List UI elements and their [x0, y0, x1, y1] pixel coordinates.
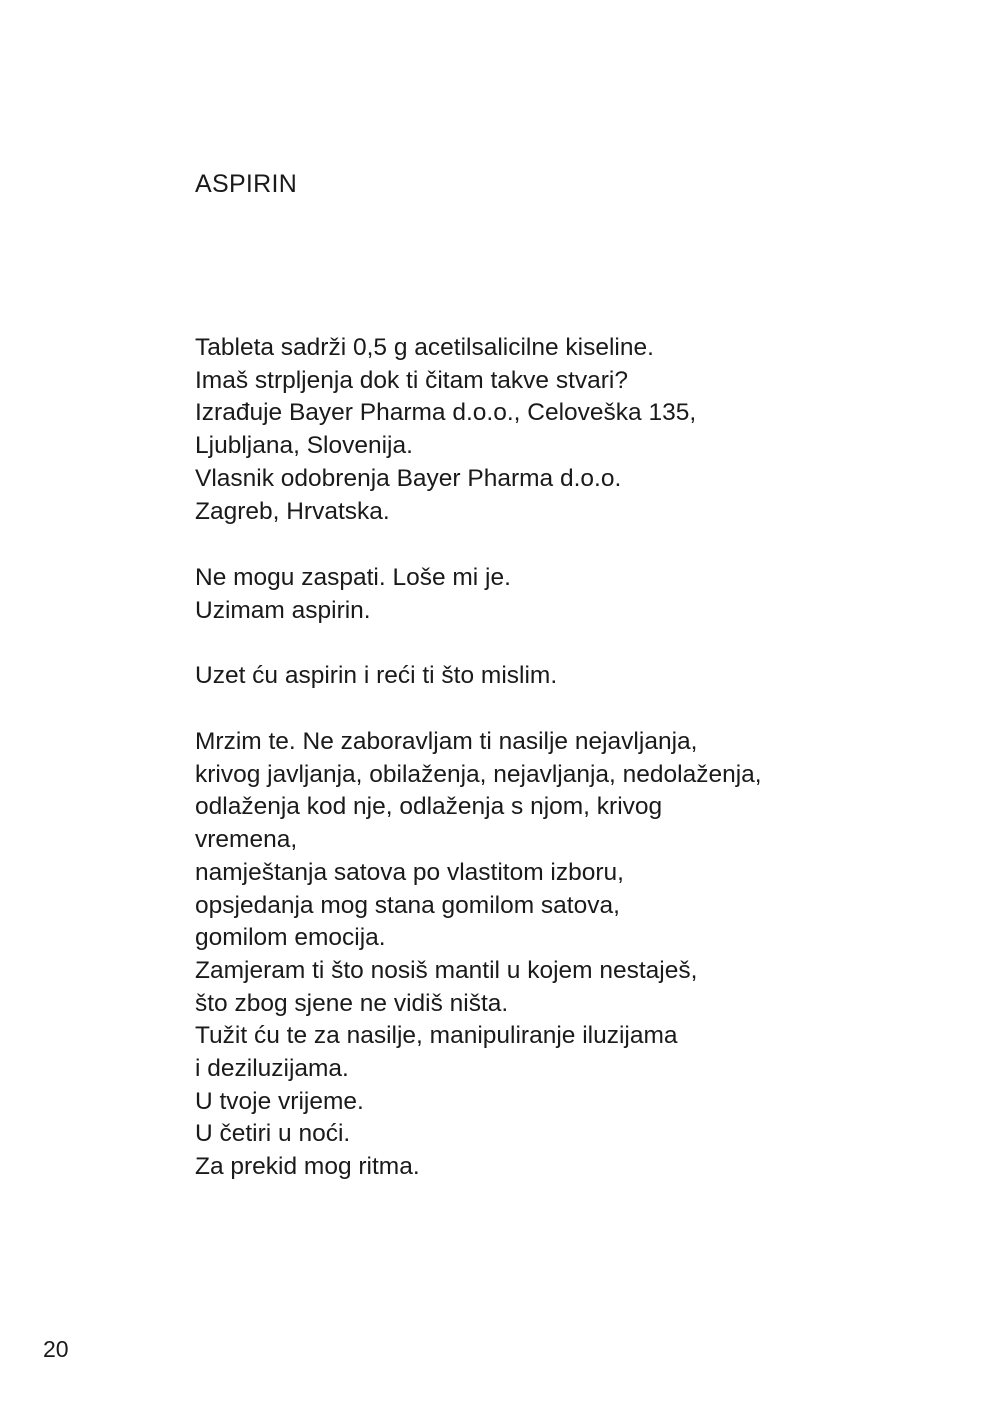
- poem-line: i deziluzijama.: [195, 1055, 349, 1083]
- poem-line: U tvoje vrijeme.: [195, 1087, 364, 1115]
- poem-line: što zbog sjene ne vidiš ništa.: [195, 989, 509, 1017]
- poem-line: odlaženja kod nje, odlaženja s njom, krivog: [195, 793, 663, 821]
- poem-line: Imaš strpljenja dok ti čitam takve stvari?: [195, 366, 628, 394]
- poem-line: Uzimam aspirin.: [195, 596, 371, 624]
- poem-line: Zamjeram ti što nosiš mantil u kojem nestaješ,: [195, 956, 698, 984]
- poem-line: Uzet ću aspirin i reći ti što mislim.: [195, 662, 558, 689]
- poem-title: ASPIRIN: [195, 170, 298, 198]
- page-number: 20: [43, 1336, 69, 1362]
- poem-line: krivog javljanja, obilaženja, nejavljanja, nedolaženja,: [195, 760, 762, 788]
- poem-line: Mrzim te. Ne zaboravljam ti nasilje nejavljanja,: [195, 728, 698, 755]
- poem-line: Vlasnik odobrenja Bayer Pharma d.o.o.: [195, 464, 622, 492]
- poem-line: Za prekid mog ritma.: [195, 1153, 420, 1181]
- poem-line: namještanja satova po vlastitom izboru,: [195, 858, 624, 886]
- stanza-4: [195, 726, 895, 1184]
- poem-line: vremena,: [195, 826, 298, 854]
- stanza-3: [195, 660, 895, 693]
- poem-line: gomilom emocija.: [195, 924, 386, 952]
- poem-line: Tableta sadrži 0,5 g acetilsalicilne kiseline.: [195, 334, 654, 361]
- stanza-2: [195, 562, 895, 627]
- poem-line: opsjedanja mog stana gomilom satova,: [195, 891, 620, 919]
- poem-line: Izrađuje Bayer Pharma d.o.o., Celoveška 135,: [195, 399, 697, 427]
- poem-line: Zagreb, Hrvatska.: [195, 497, 390, 525]
- stanza-1: [195, 332, 895, 528]
- poem-line: Tužit ću te za nasilje, manipuliranje iluzijama: [195, 1022, 678, 1050]
- poem-line: Ljubljana, Slovenija.: [195, 432, 413, 460]
- poem-line: Ne mogu zaspati. Loše mi je.: [195, 564, 511, 591]
- poem-line: U četiri u noći.: [195, 1120, 351, 1148]
